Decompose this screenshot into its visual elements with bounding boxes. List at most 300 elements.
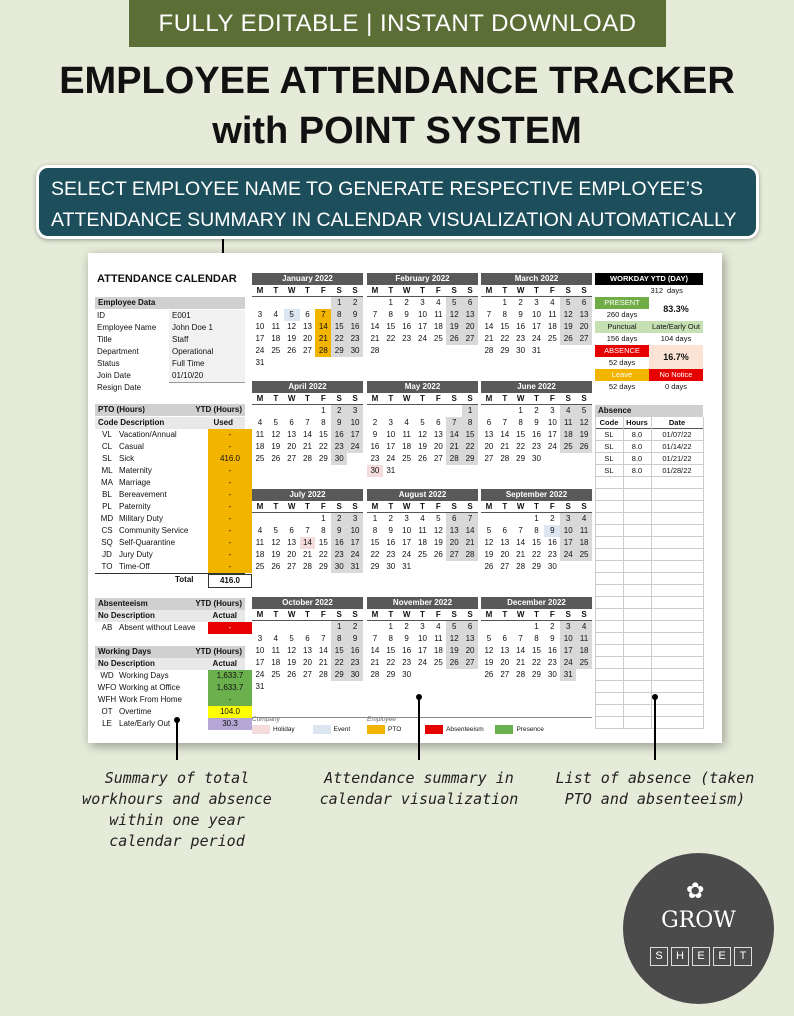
day-cell: 11 (434, 310, 443, 319)
day-cell: 13 (500, 646, 510, 655)
empty-day-cell (430, 405, 446, 417)
pto-total-label: Total (175, 575, 194, 584)
month-header: October 2022 (252, 597, 363, 609)
day-cell: 3 (347, 405, 363, 417)
month-days-grid (252, 501, 363, 573)
day-cell: 12 (576, 417, 592, 429)
employee-field-label: Department (97, 347, 139, 356)
empty-day-cell (481, 297, 497, 309)
month-days-grid (367, 501, 478, 573)
day-cell: 30 (347, 345, 363, 357)
day-cell: 22 (370, 550, 380, 559)
absenteeism-row (95, 622, 245, 634)
absence-list-row (595, 669, 703, 681)
working-days-value: 1,633.7 (208, 670, 252, 682)
late-early-days: 104 days (660, 334, 692, 343)
day-cell: 27 (462, 657, 478, 669)
day-cell: 20 (500, 550, 510, 559)
absence-list-row (595, 453, 703, 465)
working-days-value: 30.3 (208, 718, 252, 730)
no-notice-label: No Notice (649, 369, 703, 381)
day-cell: 21 (370, 334, 380, 343)
empty-day-cell (284, 297, 300, 309)
day-cell: 2 (372, 418, 378, 427)
day-cell: 27 (500, 562, 510, 571)
weekday-header: F (315, 393, 331, 405)
day-cell: 26 (271, 562, 281, 571)
empty-day-cell (252, 621, 268, 633)
pto-description: Self-Quarantine (119, 538, 176, 547)
day-cell: 6 (462, 297, 478, 309)
month-days-grid (252, 285, 363, 369)
day-cell: 8 (388, 634, 393, 643)
day-cell: 7 (446, 417, 462, 429)
day-cell: 1 (534, 622, 539, 631)
day-cell: 23 (331, 441, 347, 453)
weekday-header: M (367, 501, 383, 513)
absence-list-gridline (623, 417, 624, 729)
absenteeism-value: - (208, 622, 252, 634)
day-cell: 22 (331, 333, 347, 345)
employee-field-label: Employee Name (97, 323, 157, 332)
day-cell: 29 (318, 562, 328, 571)
pto-code: TO (101, 562, 113, 571)
day-cell: 17 (547, 430, 557, 439)
pto-code: JD (102, 550, 112, 559)
pto-description: Military Duty (119, 514, 164, 523)
pto-used: 416.0 (208, 453, 252, 465)
employee-field-row (95, 322, 245, 334)
day-cell: 27 (500, 670, 510, 679)
day-cell: 27 (303, 670, 312, 679)
day-cell: 21 (446, 441, 462, 453)
day-cell: 7 (518, 526, 523, 535)
day-cell: 16 (370, 442, 380, 451)
pto-code: VL (102, 430, 112, 439)
day-cell: 21 (315, 333, 331, 345)
presence-swatch (495, 725, 513, 734)
day-cell: 26 (271, 454, 281, 463)
punctual-label: Punctual (595, 321, 649, 333)
empty-day-cell (268, 621, 284, 633)
day-cell: 24 (560, 657, 576, 669)
day-cell: 13 (500, 538, 510, 547)
day-cell: 10 (347, 417, 363, 429)
day-cell: 14 (300, 537, 316, 549)
weekday-header: S (576, 285, 592, 297)
weekday-header: T (383, 393, 399, 405)
day-cell: 27 (576, 333, 592, 345)
day-cell: 9 (347, 633, 363, 645)
employee-field-label: Join Date (97, 371, 131, 380)
day-cell: 17 (255, 658, 265, 667)
month-header: June 2022 (481, 381, 592, 393)
weekday-header: F (430, 609, 446, 621)
day-cell: 23 (402, 658, 412, 667)
day-cell: 4 (576, 621, 592, 633)
day-cell: 22 (386, 658, 396, 667)
day-cell: 7 (305, 526, 310, 535)
logo-letter: T (734, 947, 752, 966)
pto-description: Vacation/Annual (119, 430, 177, 439)
month-header: August 2022 (367, 489, 478, 501)
day-cell: 20 (484, 442, 494, 451)
working-days-description: Work From Home (119, 695, 182, 704)
legend-employee-label: Employee (367, 716, 396, 723)
day-cell: 31 (402, 562, 412, 571)
caption-calendar (300, 768, 538, 810)
absence-date: 01/07/22 (662, 430, 692, 439)
employee-field-value: E001 (169, 310, 245, 323)
weekday-header: W (284, 285, 300, 297)
weekday-header: F (430, 285, 446, 297)
absence-list-row (595, 513, 703, 525)
employee-field-value: Full Time (169, 358, 245, 371)
day-cell: 11 (255, 430, 265, 439)
day-cell: 20 (462, 321, 478, 333)
day-cell: 25 (271, 346, 281, 355)
pto-col-code-desc: Code Description (98, 418, 165, 427)
day-cell: 22 (462, 441, 478, 453)
present-label: PRESENT (595, 297, 649, 309)
month-calendar (481, 597, 592, 681)
absence-list-row (595, 441, 703, 453)
day-cell: 12 (271, 538, 281, 547)
absence-list-row (595, 585, 703, 597)
day-cell: 16 (386, 538, 396, 547)
empty-day-cell (252, 405, 268, 417)
day-cell: 10 (532, 310, 541, 319)
day-cell: 21 (516, 658, 526, 667)
day-cell: 12 (287, 322, 297, 331)
day-cell: 27 (303, 346, 312, 355)
legend-event: Event (333, 726, 351, 734)
day-cell: 20 (462, 645, 478, 657)
day-cell: 17 (418, 322, 427, 331)
day-cell: 21 (484, 334, 494, 343)
day-cell: 19 (271, 442, 281, 451)
weekday-header: S (446, 393, 462, 405)
empty-day-cell (284, 405, 300, 417)
weekday-header: S (462, 501, 478, 513)
weekday-header: S (446, 501, 462, 513)
day-cell: 24 (255, 346, 265, 355)
absence-list-row (595, 609, 703, 621)
empty-day-cell (446, 405, 462, 417)
day-cell: 31 (560, 669, 576, 681)
day-cell: 18 (433, 646, 443, 655)
day-cell: 30 (547, 670, 557, 679)
day-cell: 18 (433, 322, 443, 331)
day-cell: 19 (287, 658, 297, 667)
day-cell: 22 (516, 442, 526, 451)
day-cell: 5 (560, 297, 576, 309)
day-cell: 29 (318, 454, 328, 463)
weekday-header: S (347, 609, 363, 621)
page-subtitle: with POINT SYSTEM (212, 110, 582, 152)
day-cell: 9 (331, 525, 347, 537)
working-days-header-ytd: YTD (Hours) (195, 647, 242, 656)
month-calendar (481, 489, 592, 573)
day-cell: 23 (547, 550, 557, 559)
day-cell: 19 (484, 550, 494, 559)
weekday-header: S (347, 393, 363, 405)
day-cell: 19 (287, 334, 297, 343)
employee-field-value: 01/10/20 (169, 370, 245, 383)
day-cell: 23 (331, 549, 347, 561)
month-calendar (367, 597, 478, 681)
day-cell: 4 (436, 298, 441, 307)
weekday-header: F (315, 285, 331, 297)
day-cell: 30 (367, 465, 383, 477)
empty-day-cell (300, 405, 316, 417)
day-cell: 23 (370, 454, 380, 463)
day-cell: 10 (560, 633, 576, 645)
employee-data-header: Employee Data (95, 297, 245, 309)
weekday-header: F (315, 501, 331, 513)
event-swatch (313, 725, 331, 734)
weekday-header: W (399, 285, 415, 297)
absence-list-gridline (651, 417, 652, 729)
day-cell: 16 (331, 429, 347, 441)
pto-header-label: PTO (Hours) (98, 405, 145, 414)
day-cell: 15 (386, 646, 396, 655)
day-cell: 7 (462, 513, 478, 525)
day-cell: 4 (273, 310, 278, 319)
weekday-header: W (399, 501, 415, 513)
day-cell: 25 (576, 657, 592, 669)
day-cell: 1 (388, 622, 393, 631)
pto-description: Time-Off (119, 562, 150, 571)
day-cell: 1 (321, 514, 326, 523)
pto-used: - (208, 537, 252, 549)
absence-date: 01/28/22 (662, 466, 692, 475)
absence-list (595, 429, 703, 729)
caption-calendar-line1: Attendance summary in (324, 769, 514, 787)
day-cell: 2 (404, 298, 409, 307)
month-days-grid (367, 393, 478, 477)
leave-days: 52 days (608, 382, 636, 391)
day-cell: 4 (560, 405, 576, 417)
caption-summary-line3: within one year (109, 811, 245, 829)
day-cell: 19 (560, 321, 576, 333)
working-days-code: WFO (97, 683, 117, 692)
weekday-header: T (383, 285, 399, 297)
absenteeism-code: AB (101, 623, 113, 632)
day-cell: 31 (386, 466, 396, 475)
pto-code: CL (101, 442, 113, 451)
day-cell: 6 (576, 297, 592, 309)
working-days-header (95, 646, 245, 658)
absence-list-row (595, 561, 703, 573)
pto-used: - (208, 501, 252, 513)
day-cell: 28 (315, 345, 331, 357)
punctual-days: 156 days (606, 334, 638, 343)
pto-row (95, 501, 245, 513)
day-cell: 23 (386, 550, 396, 559)
empty-day-cell (268, 405, 284, 417)
month-header: December 2022 (481, 597, 592, 609)
absence-code: SL (604, 442, 614, 451)
absence-list-col: Code (599, 418, 619, 427)
pto-description: Marriage (119, 478, 151, 487)
day-cell: 9 (372, 430, 378, 439)
weekday-header: S (560, 609, 576, 621)
day-cell: 11 (548, 310, 557, 319)
day-cell: 28 (516, 670, 526, 679)
caption-summary-line2: workhours and absence (82, 790, 272, 808)
day-cell: 9 (388, 526, 393, 535)
day-cell: 30 (532, 454, 541, 463)
day-cell: 11 (576, 633, 592, 645)
employee-field-row (95, 310, 245, 322)
working-days-value: - (208, 694, 252, 706)
day-cell: 29 (331, 345, 347, 357)
working-days-code: WFH (97, 695, 117, 704)
day-cell: 1 (502, 298, 507, 307)
day-cell: 26 (560, 333, 576, 345)
day-cell: 15 (500, 322, 510, 331)
day-cell: 24 (255, 670, 265, 679)
weekday-header: W (513, 609, 529, 621)
day-cell: 18 (576, 537, 592, 549)
weekday-header: M (252, 285, 268, 297)
day-cell: 13 (303, 646, 312, 655)
day-cell: 11 (402, 430, 411, 439)
page-title: EMPLOYEE ATTENDANCE TRACKER (59, 60, 735, 102)
pto-used: - (208, 441, 252, 453)
logo-letter: E (692, 947, 710, 966)
day-cell: 23 (347, 333, 363, 345)
absence-list-row (595, 645, 703, 657)
employee-field-value: John Doe 1 (169, 322, 245, 335)
working-days-row (95, 694, 245, 706)
day-cell: 8 (534, 526, 539, 535)
day-cell: 1 (388, 298, 393, 307)
absence-date: 01/21/22 (662, 454, 692, 463)
day-cell: 3 (534, 298, 539, 307)
absenteeism-columns (95, 610, 245, 622)
callout-line-1: SELECT EMPLOYEE NAME TO GENERATE RESPECTIVE EMPLOYEE’S (51, 178, 703, 200)
day-cell: 20 (303, 334, 312, 343)
employee-field-row (95, 370, 245, 382)
day-cell: 22 (331, 657, 347, 669)
day-cell: 15 (516, 430, 526, 439)
weekday-header: T (415, 501, 431, 513)
employee-field-label: Status (97, 359, 120, 368)
day-cell: 15 (386, 322, 396, 331)
day-cell: 15 (318, 430, 328, 439)
day-cell: 17 (532, 322, 541, 331)
absence-list-row (595, 537, 703, 549)
day-cell: 28 (303, 454, 312, 463)
weekday-header: T (497, 609, 513, 621)
day-cell: 20 (576, 321, 592, 333)
day-cell: 13 (462, 633, 478, 645)
day-cell: 23 (402, 334, 412, 343)
day-cell: 29 (462, 453, 478, 465)
day-cell: 24 (418, 658, 427, 667)
callout-line-2: ATTENDANCE SUMMARY IN CALENDAR VISUALIZATION AUTOMATICALLY (51, 209, 737, 231)
day-cell: 8 (331, 309, 347, 321)
weekday-header: T (415, 393, 431, 405)
day-cell: 4 (257, 418, 263, 427)
day-cell: 13 (287, 430, 297, 439)
weekday-header: T (268, 609, 284, 621)
day-cell: 31 (347, 561, 363, 573)
absence-days: 52 days (608, 358, 636, 367)
absence-list-row (595, 549, 703, 561)
weekday-header: S (331, 285, 347, 297)
day-cell: 30 (547, 562, 557, 571)
weekday-header: S (347, 285, 363, 297)
month-calendar (367, 489, 478, 573)
pto-row (95, 525, 245, 537)
absence-list-gridline (703, 417, 704, 729)
day-cell: 5 (446, 297, 462, 309)
day-cell: 8 (534, 634, 539, 643)
absence-list-columns (595, 417, 703, 429)
day-cell: 17 (386, 442, 396, 451)
weekday-header: T (529, 501, 545, 513)
pto-columns (95, 417, 245, 429)
empty-day-cell (268, 297, 284, 309)
weekday-header: S (462, 609, 478, 621)
weekday-header: S (331, 393, 347, 405)
absenteeism-col-actual: Actual (212, 611, 237, 620)
day-cell: 14 (318, 646, 328, 655)
day-cell: 17 (418, 646, 427, 655)
empty-day-cell (481, 513, 497, 525)
day-cell: 19 (446, 645, 462, 657)
pto-row (95, 561, 245, 573)
day-cell: 4 (550, 298, 555, 307)
employee-field-row (95, 358, 245, 370)
month-header: March 2022 (481, 273, 592, 285)
pto-description: Bereavement (119, 490, 167, 499)
logo-sheet (650, 947, 752, 966)
day-cell: 28 (484, 346, 494, 355)
month-days-grid (481, 609, 592, 681)
day-cell: 29 (386, 670, 396, 679)
legend-divider (252, 717, 592, 718)
pto-row (95, 549, 245, 561)
day-cell: 6 (289, 418, 294, 427)
weekday-header: M (481, 393, 497, 405)
weekday-header: M (252, 609, 268, 621)
day-cell: 7 (486, 310, 492, 319)
day-cell: 9 (404, 310, 409, 319)
working-days-description: Working Days (119, 671, 169, 680)
day-cell: 8 (321, 418, 326, 427)
logo-letter: E (713, 947, 731, 966)
legend-absenteeism: Absenteeism (446, 726, 484, 734)
weekday-header: T (529, 609, 545, 621)
day-cell: 11 (560, 417, 576, 429)
day-cell: 24 (347, 441, 363, 453)
employee-field-row (95, 382, 245, 394)
day-cell: 9 (544, 525, 560, 537)
day-cell: 14 (516, 538, 526, 547)
day-cell: 2 (550, 514, 555, 523)
day-cell: 28 (500, 454, 510, 463)
pto-used: - (208, 477, 252, 489)
empty-day-cell (513, 513, 529, 525)
day-cell: 13 (576, 309, 592, 321)
day-cell: 10 (386, 430, 396, 439)
day-cell: 26 (287, 346, 297, 355)
absence-hours: 8.0 (631, 430, 643, 439)
